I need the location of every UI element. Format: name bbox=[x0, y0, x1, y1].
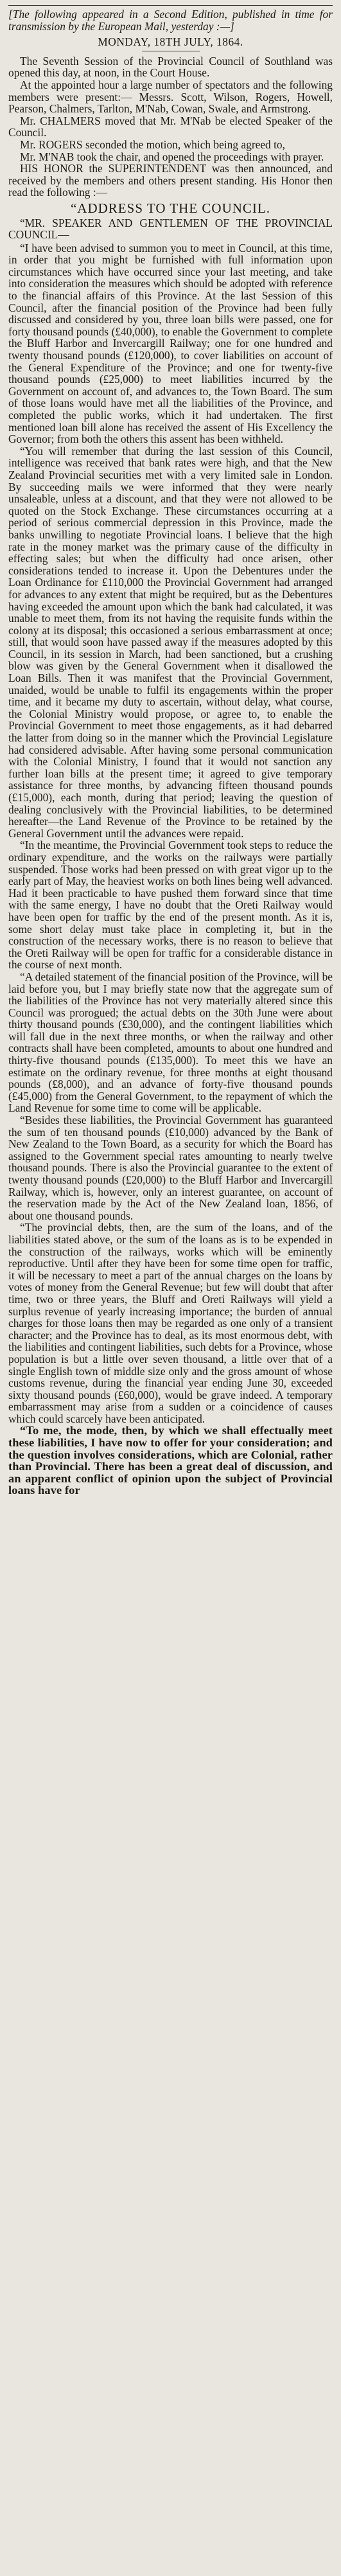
address-paragraph: “The provincial debts, then, are the sum of the loans, and of the liabilities stated above, or the sum of the loans as is to be expended in the construction of the railways, works which will be eminently reproductive. Until after they have been for some time open for traffic, it will be necessary to meet a part of the annual charges on the loans by votes of money from the General Revenue; but few will doubt that after time, two or three years, the Bluff and Oreti Railways will yield a surplus revenue of yearly increasing importance; the burden of annual charges for those loans then may be regarded as one only of a transient character; and the Province has to deal, as its most enormous debt, with the liabilities and contingent liabilities, such debts for a Province, whose population is but a little over seven thousand, a little over that of a single English town of middle size only and the gross amount of whose customs revenue, during the financial year ending June 30, exceeded sixty thousand pounds (£60,000), would be grave indeed. A temporary embarrassment may arise from a sudden or a coincidence of causes which could scarcely have been anticipated. bbox=[8, 1221, 333, 1425]
intro-paragraph: Mr. ROGERS seconded the motion, which being agreed to, bbox=[20, 138, 285, 151]
intro-paragraph: Mr. CHALMERS moved that Mr. M'Nab be elected Speaker of the Council. bbox=[8, 114, 333, 139]
address-paragraph: “Besides these liabilities, the Provincial Government has guaranteed the sum of ten thousand pounds (£10,000) advanced by the Bank of New Zealand to the Town Board, as a security for which the Board has assigned to the Government special rates amounting to nearly twelve thousand pounds. There is also the Provincial guarantee to the extent of twenty thousand pounds (£20,000) to the Bluff Harbor and Invercargill Railway, which is, however, only an interest guarantee, on account of the reservation made by the Act of the New Zealand loan, 1856, of about one thousand pounds. bbox=[8, 1114, 333, 1222]
intro-paragraph: Mr. M'NAB took the chair, and opened the proceedings with prayer. bbox=[20, 150, 324, 163]
newspaper-column bbox=[8, 0, 333, 1497]
intro-paragraph: HIS HONOR the SUPERINTENDENT was then announced, and received by the members and others present standing. His Honor then read the following :— bbox=[8, 162, 333, 199]
address-body bbox=[8, 242, 333, 1497]
address-paragraph: “You will remember that during the last session of this Council, intelligence was received that bank rates were high, and that the New Zealand Provincial securities met with a very limited sale in London. By succeeding mails we were informed that they were nearly unsaleable, unless at a discount, and that they were not allowed to be quoted on the Stock Exchange. These circumstances occurring at a period of serious commercial depression in this Province, made the banks unwilling to negotiate Provincial loans. I believe that the high rate in the money market was the primary cause of the difficulty in effecting sales; but when the difficulty had once arisen, other considerations tended to increase it. Upon the Debentures under the Loan Ordinance for £110,000 the Provincial Government had arranged for advances to any extent that might be required, but as the Debentures having exceeded the amount upon which the bank had calculated, it was unable to meet them, from its not having the requisite funds within the colony at its disposal; this occasioned a serious embarrassment at once; still, that would soon have passed away if the measures adopted by this Council, in its session in March, had been sanctioned, but a crushing blow was given by the General Government when it disallowed the Loan Bills. Then it was manifest that the Provincial Government, unaided, would be unable to fulfil its engagements within the proper time, and it became my duty to ascertain, without delay, what course, the Colonial Ministry would propose, or agree to, to enable the Provincial Government to meet those engagements, as it had debarred the latter from doing so in the manner which the Provincial Legislature had considered advisable. After having some personal communication with the Colonial Ministry, I found that it would not sanction any further loan bills at the present time; it agreed to give temporary assistance for three months, by advancing fifteen thousand pounds (£15,000), each month, during that period; leaving the question of dealing conclusively with the Provincial liabilities, to be determined hereafter—the Land Revenue of the Province to be retained by the General Government until the advances were repaid. bbox=[8, 444, 333, 840]
address-paragraph: “I have been advised to summon you to meet in Council, at this time, in order that you might be furnished with full information upon circumstances which have occurred since your last meeting, and take into consideration the measures which should be adopted with reference to the financial affairs of this Province. At the last Session of this Council, after the financial position of the Province had been fully discussed and considered by you, three loan bills were passed, one for forty thousand pounds (£40,000), to enable the Government to complete the Bluff Harbor and Invercargill Railway; one for one hundred and twenty thousand pounds (£120,000), to cover liabilities on account of the General Expenditure of the Province; and one for twenty-five thousand pounds (£25,000) to meet liabilities incurred by the Government on account of, and advances to, the Town Board. The sum of those loans would have met all the liabilities of the Province, and completed the public works, which it had undertaken. The first mentioned loan bill alone has received the assent of His Excellency the Governor; from both the others this assent has been withheld. bbox=[8, 241, 333, 446]
address-salutation: “MR. SPEAKER AND GENTLEMEN OF THE PROVINCIAL COUNCIL— bbox=[8, 216, 333, 242]
intro-paragraph: The Seventh Session of the Provincial Council of Southland was opened this day, at noon, in the Court House. bbox=[8, 54, 333, 80]
address-paragraph: “To me, the mode, then, by which we shall effectually meet these liabilities, I have now to offer for your consideration; and the question involves considerations, which are Colonial, rather than Provincial. There has been a great deal of discussion, and an apparent conflict of opinion upon the subject of Provincial loans have for bbox=[8, 1424, 333, 1497]
top-rule bbox=[8, 5, 333, 6]
edition-notice: [The following appeared in a Second Edition, published in time for transmission by the European Mail, yesterday :—] bbox=[8, 8, 333, 33]
address-paragraph: “In the meantime, the Provincial Government took steps to reduce the ordinary expenditure, and the works on the railways were partially suspended. Those works had been pressed on with great vigor up to the early part of May, the heaviest works on both lines being well advanced. Had it been practicable to have pushed them forward since that time with the same energy, I have no doubt that the Oreti Railway would have been open for traffic by the end of the present month. As it is, some short delay must take place in completing it, but in the construction of the necessary works, there is no reason to believe that the Oreti Railway will be open for traffic for a considerable distance in the course of next month. bbox=[8, 839, 333, 972]
address-paragraph: “A detailed statement of the financial position of the Province, will be laid before you, but I may briefly state now that the aggregate sum of the liabilities of the Province has not very materially altered since this Council was prorogued; the actual debts on the 30th June were about thirty thousand pounds (£30,000), and the contingent liabilities which will fall due in the next three months, or when the railway and other contracts shall have been completed, amounts to about one hundred and thirty-five thousand pounds (£135,000). To meet this we have an estimate on the ordinary revenue, for three months at eight thousand pounds (£8,000), and an advance of forty-five thousand pounds (£45,000) from the General Government, to the repayment of which the Land Revenue for some time to come will be applicable. bbox=[8, 970, 333, 1115]
intro-paragraph: At the appointed hour a large number of spectators and the following members were present:— Messrs. Scott, Wilson, Rogers, Howell, Pearson, Chalmers, Tarlton, M'Nab, Cowan, Swale, and Armstrong. bbox=[8, 78, 333, 116]
dateline: MONDAY, 18TH JULY, 1864. bbox=[98, 35, 243, 49]
address-heading: “ADDRESS TO THE COUNCIL. bbox=[70, 200, 271, 216]
